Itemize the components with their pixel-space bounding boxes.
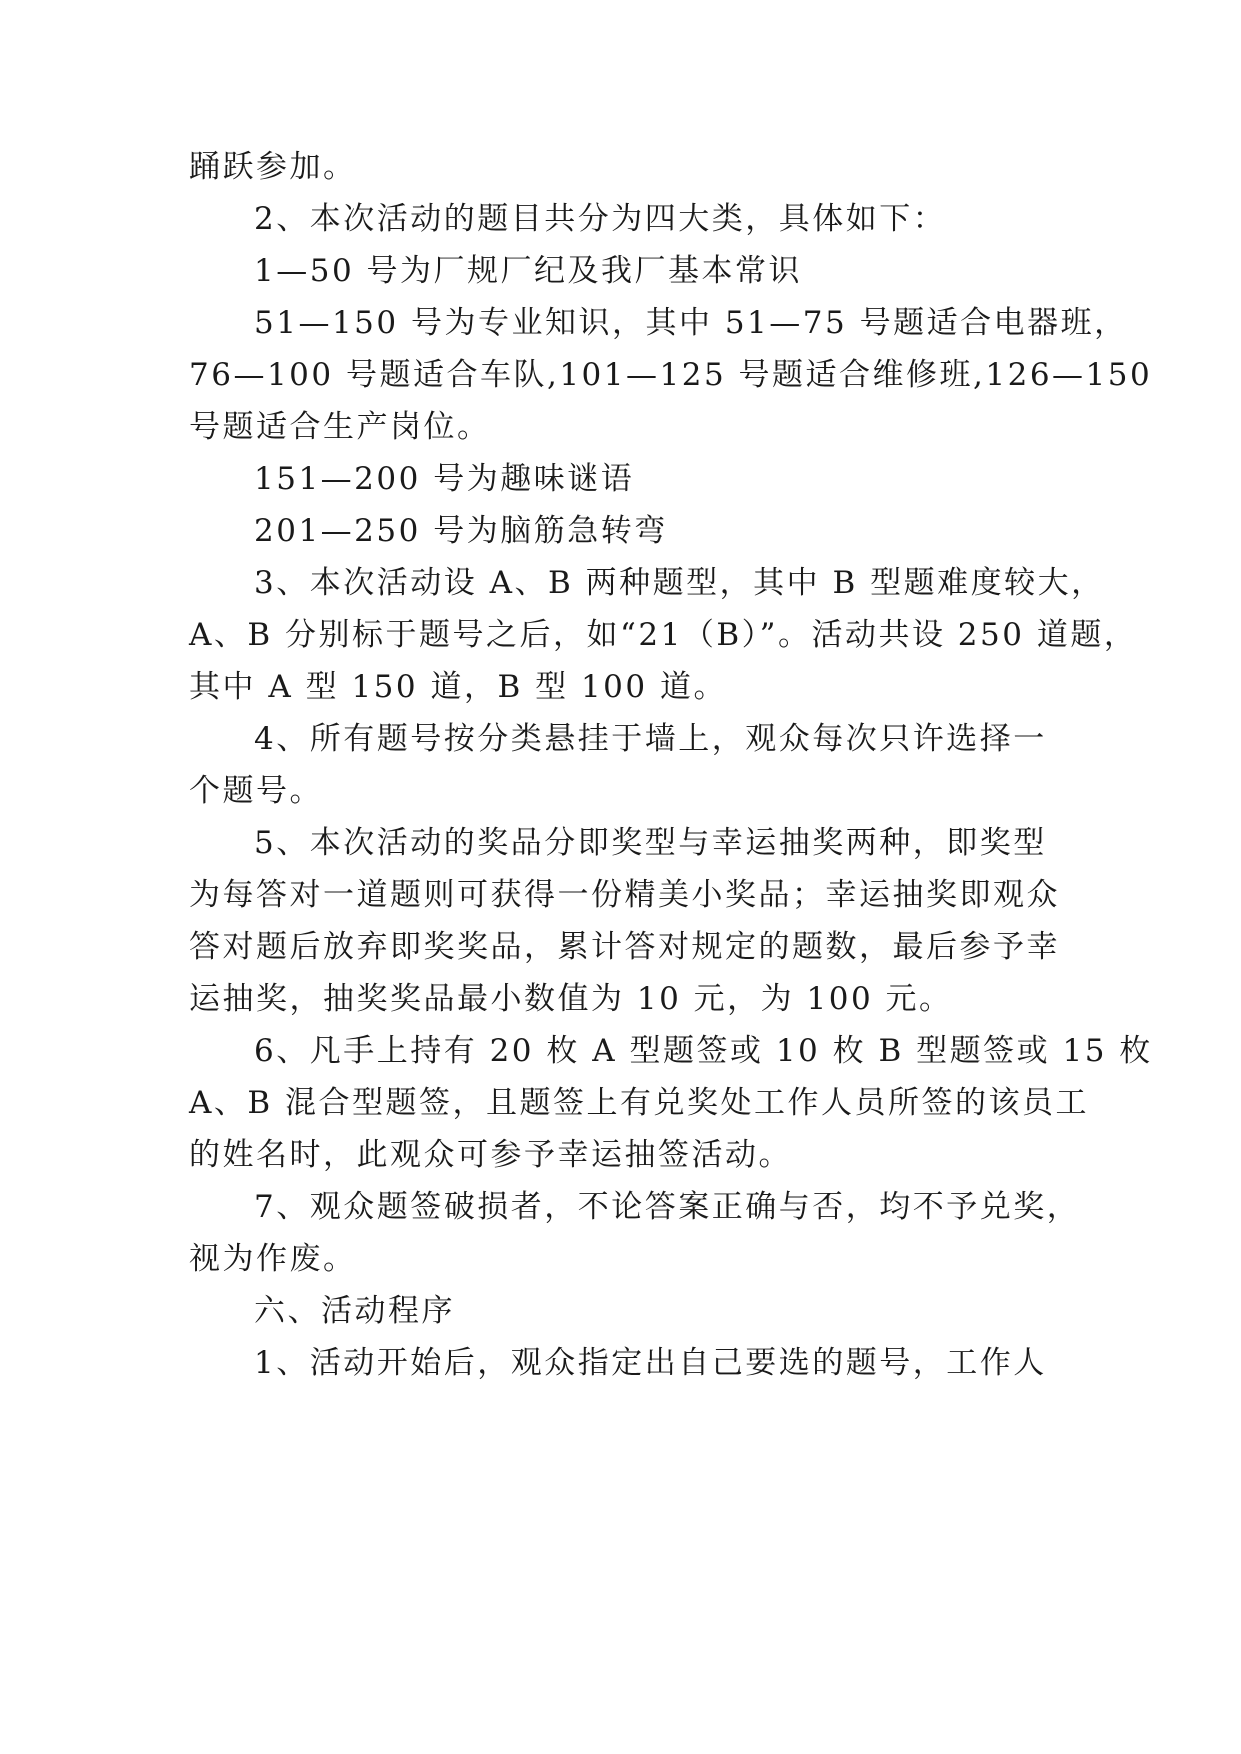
text-line: 76—100 号题适合车队,101—125 号题适合维修班,126—150 xyxy=(189,357,1153,393)
text-line: A、B 混合型题签，且题签上有兑奖处工作人员所签的该员工 xyxy=(189,1085,1090,1121)
text-line: 运抽奖，抽奖奖品最小数值为 10 元，为 100 元。 xyxy=(189,981,953,1017)
text-line: 视为作废。 xyxy=(189,1241,357,1277)
text-line: 4、所有题号按分类悬挂于墙上，观众每次只许选择一 xyxy=(254,721,1047,757)
text-line: 6、凡手上持有 20 枚 A 型题签或 10 枚 B 型题签或 15 枚 xyxy=(254,1033,1153,1069)
text-line: 5、本次活动的奖品分即奖型与幸运抽奖两种，即奖型 xyxy=(254,825,1047,861)
text-line: 51—150 号为专业知识，其中 51—75 号题适合电器班， xyxy=(254,305,1128,341)
text-line: 号题适合生产岗位。 xyxy=(189,409,491,445)
text-line: 答对题后放弃即奖奖品，累计答对规定的题数，最后参予幸 xyxy=(189,929,1060,965)
text-line: 为每答对一道题则可获得一份精美小奖品；幸运抽奖即观众 xyxy=(189,877,1060,913)
text-line: 个题号。 xyxy=(189,773,323,809)
text-line: 3、本次活动设 A、B 两种题型，其中 B 型题难度较大， xyxy=(254,565,1105,601)
text-line: A、B 分别标于题号之后，如“21（B）”。活动共设 250 道题， xyxy=(189,617,1138,653)
text-line: 的姓名时，此观众可参予幸运抽签活动。 xyxy=(189,1137,792,1173)
text-line: 踊跃参加。 xyxy=(189,149,357,185)
text-line: 7、观众题签破损者，不论答案正确与否，均不予兑奖， xyxy=(254,1189,1081,1225)
text-line: 151—200 号为趣味谜语 xyxy=(254,461,635,497)
section-heading: 六、活动程序 xyxy=(254,1293,455,1329)
text-line: 201—250 号为脑筋急转弯 xyxy=(254,513,668,549)
text-line: 1—50 号为厂规厂纪及我厂基本常识 xyxy=(254,253,803,289)
text-line: 其中 A 型 150 道，B 型 100 道。 xyxy=(189,669,727,705)
text-line: 1、活动开始后，观众指定出自己要选的题号，工作人 xyxy=(254,1345,1047,1381)
text-line: 2、本次活动的题目共分为四大类，具体如下： xyxy=(254,201,947,237)
